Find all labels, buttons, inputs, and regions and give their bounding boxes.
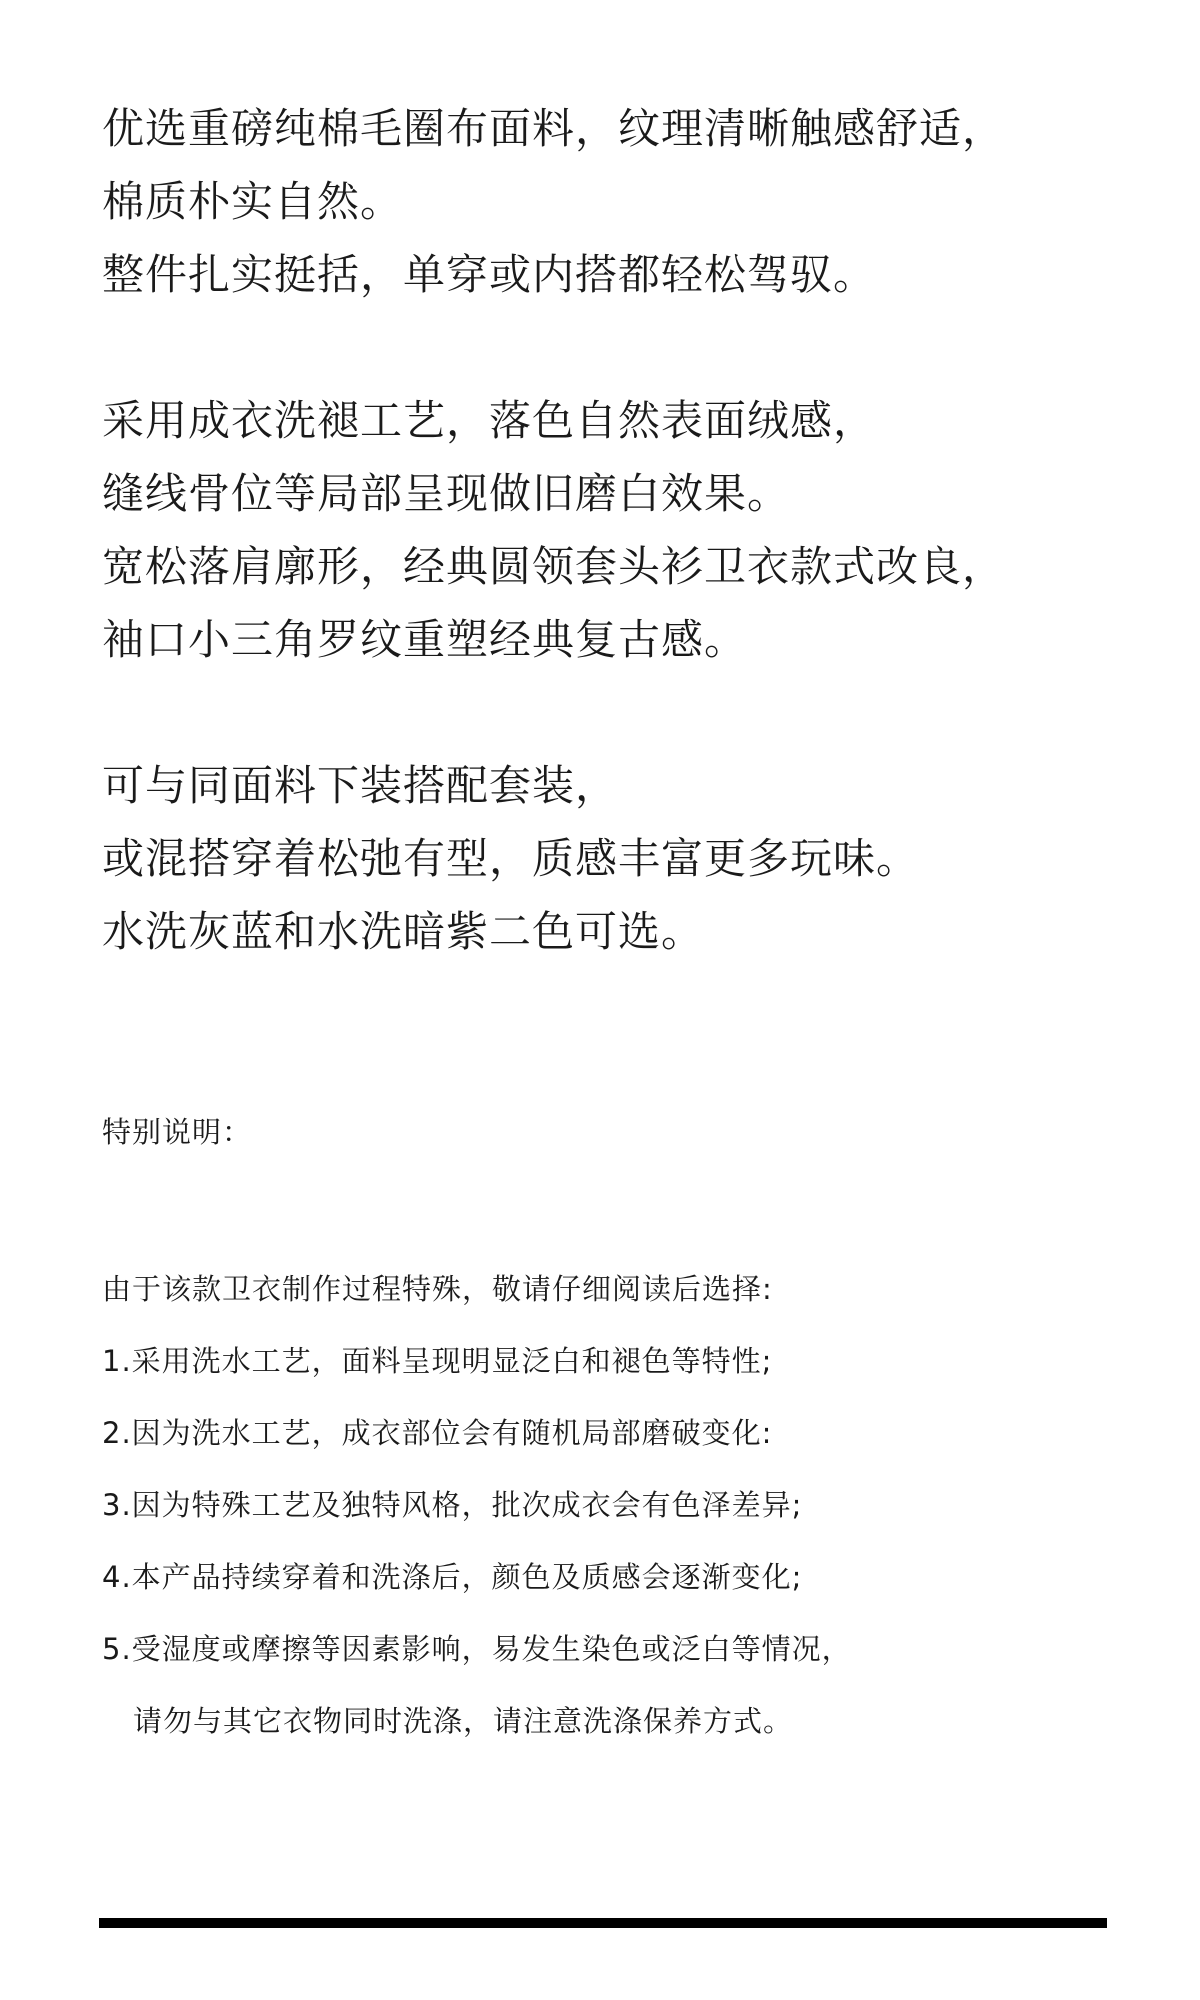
intro-line: 缝线骨位等局部呈现做旧磨白效果。 <box>102 469 791 518</box>
note-line: 1.采用洗水工艺，面料呈现明显泛白和褪色等特性; <box>102 1344 773 1378</box>
intro-line: 或混搭穿着松弛有型，质感丰富更多玩味。 <box>102 834 920 883</box>
intro-line: 优选重磅纯棉毛圈布面料，纹理清晰触感舒适， <box>102 104 1006 153</box>
paragraph-gap <box>102 676 1005 749</box>
intro-line: 整件扎实挺括，单穿或内搭都轻松驾驭。 <box>102 250 877 299</box>
note-line: 2.因为洗水工艺，成衣部位会有随机局部磨破变化: <box>102 1416 773 1450</box>
intro-line: 可与同面料下装搭配套装， <box>102 761 619 810</box>
intro-line: 水洗灰蓝和水洗暗紫二色可选。 <box>102 907 705 956</box>
intro-line: 采用成衣洗褪工艺，落色自然表面绒感， <box>102 396 877 445</box>
note-line: 由于该款卫衣制作过程特殊，敬请仔细阅读后选择: <box>102 1272 773 1306</box>
note-line: 请勿与其它衣物同时洗涤，请注意洗涤保养方式。 <box>133 1704 794 1738</box>
note-line: 5.受湿度或摩擦等因素影响，易发生染色或泛白等情况， <box>102 1632 852 1666</box>
note-line: 4.本产品持续穿着和洗涤后，颜色及质感会逐渐变化; <box>102 1560 803 1594</box>
special-notes-heading: 特别说明： <box>102 1115 253 1149</box>
intro-text <box>102 92 1005 968</box>
paragraph-gap <box>102 311 1005 384</box>
note-line: 3.因为特殊工艺及独特风格，批次成衣会有色泽差异; <box>102 1488 803 1522</box>
bottom-divider <box>99 1918 1107 1928</box>
special-notes-list <box>102 1253 852 1757</box>
intro-line: 棉质朴实自然。 <box>102 177 404 226</box>
intro-line: 宽松落肩廓形，经典圆领套头衫卫衣款式改良， <box>102 542 1006 591</box>
intro-line: 袖口小三角罗纹重塑经典复古感。 <box>102 615 748 664</box>
